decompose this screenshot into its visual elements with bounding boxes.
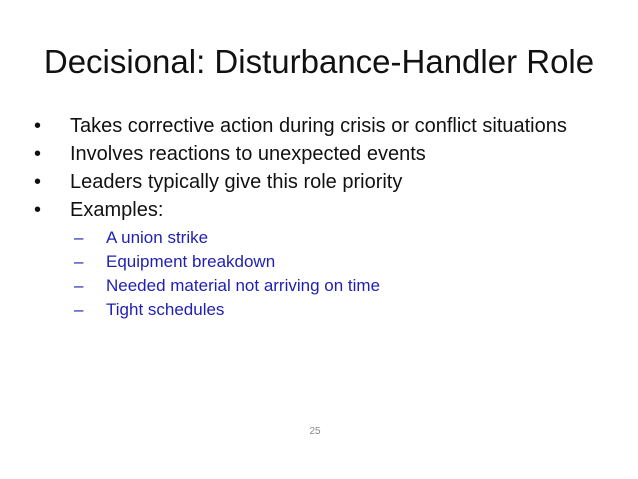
dash-marker: – xyxy=(74,300,84,319)
bullet-marker: • xyxy=(34,115,42,137)
bullet-item xyxy=(32,170,592,194)
dash-marker: – xyxy=(74,276,84,295)
example-text: Needed material not arriving on time xyxy=(106,276,381,295)
bullet-marker: • xyxy=(34,143,42,165)
example-text: Equipment breakdown xyxy=(106,252,276,271)
example-item xyxy=(74,226,592,250)
example-item xyxy=(74,274,592,298)
bullet-text: Takes corrective action during crisis or conflict situations xyxy=(70,115,567,137)
bullet-text: Leaders typically give this role priority xyxy=(70,171,403,193)
slide-title: Decisional: Disturbance-Handler Role xyxy=(43,43,595,80)
examples-list xyxy=(74,226,592,322)
bullet-item xyxy=(32,198,592,222)
bullet-item xyxy=(32,142,592,166)
page-number: 25 xyxy=(309,426,321,437)
bullet-text: Examples: xyxy=(70,199,164,221)
example-item xyxy=(74,250,592,274)
example-text: Tight schedules xyxy=(106,300,225,319)
dash-marker: – xyxy=(74,228,84,247)
example-text: A union strike xyxy=(106,228,209,247)
bullet-text: Involves reactions to unexpected events xyxy=(70,143,426,165)
bullet-marker: • xyxy=(34,171,42,193)
dash-marker: – xyxy=(74,252,84,271)
bullet-item xyxy=(32,114,592,138)
slide-body xyxy=(32,114,592,322)
example-item xyxy=(74,298,592,322)
bullet-marker: • xyxy=(34,199,42,221)
